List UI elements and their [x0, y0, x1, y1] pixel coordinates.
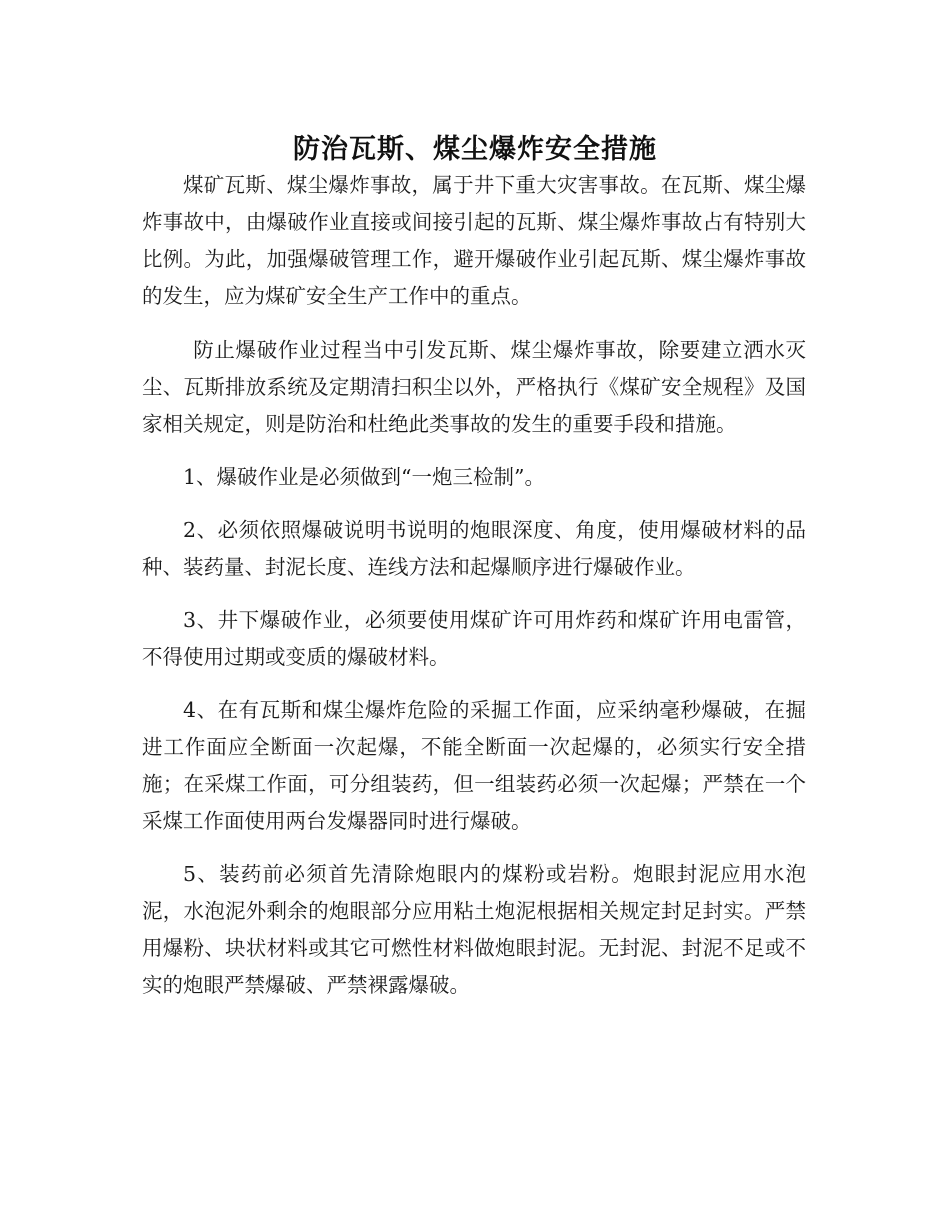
- paragraph-item-3: 3、井下爆破作业，必须要使用煤矿许可用炸药和煤矿许用电雷管，不得使用过期或变质的爆破材料。: [142, 608, 806, 669]
- document-title: 防治瓦斯、煤尘爆炸安全措施: [293, 134, 657, 166]
- paragraph-item-5: 5、装药前必须首先清除炮眼内的煤粉或岩粉。炮眼封泥应用水泡泥，水泡泥外剩余的炮眼部分应用粘土炮泥根据相关规定封足封实。严禁用爆粉、块状材料或其它可燃性材料做炮眼封泥。无封泥、封泥不足或不实的炮眼严禁爆破、严禁裸露爆破。: [142, 862, 806, 997]
- paragraph-item-2: 2、必须依照爆破说明书说明的炮眼深度、角度，使用爆破材料的品种、装药量、封泥长度、连线方法和起爆顺序进行爆破作业。: [142, 518, 806, 579]
- paragraph-intro: 煤矿瓦斯、煤尘爆炸事故，属于井下重大灾害事故。在瓦斯、煤尘爆炸事故中，由爆破作业直接或间接引起的瓦斯、煤尘爆炸事故占有特别大比例。为此，加强爆破管理工作，避开爆破作业引起瓦斯、煤尘爆炸事故的发生，应为煤矿安全生产工作中的重点。: [142, 173, 806, 308]
- paragraph-prevention: 防止爆破作业过程当中引发瓦斯、煤尘爆炸事故，除要建立洒水灭尘、瓦斯排放系统及定期清扫积尘以外，严格执行《煤矿安全规程》及国家相关规定，则是防治和杜绝此类事故的发生的重要手段和措施。: [142, 338, 806, 436]
- document-body: [142, 167, 806, 1020]
- paragraph-item-4: 4、在有瓦斯和煤尘爆炸危险的采掘工作面，应采纳毫秒爆破，在掘进工作面应全断面一次起爆，不能全断面一次起爆的，必须实行安全措施；在采煤工作面，可分组装药，但一组装药必须一次起爆；严禁在一个采煤工作面使用两台发爆器同时进行爆破。: [142, 698, 806, 833]
- paragraph-item-1: 1、爆破作业是必须做到“一炮三检制”。: [183, 465, 546, 489]
